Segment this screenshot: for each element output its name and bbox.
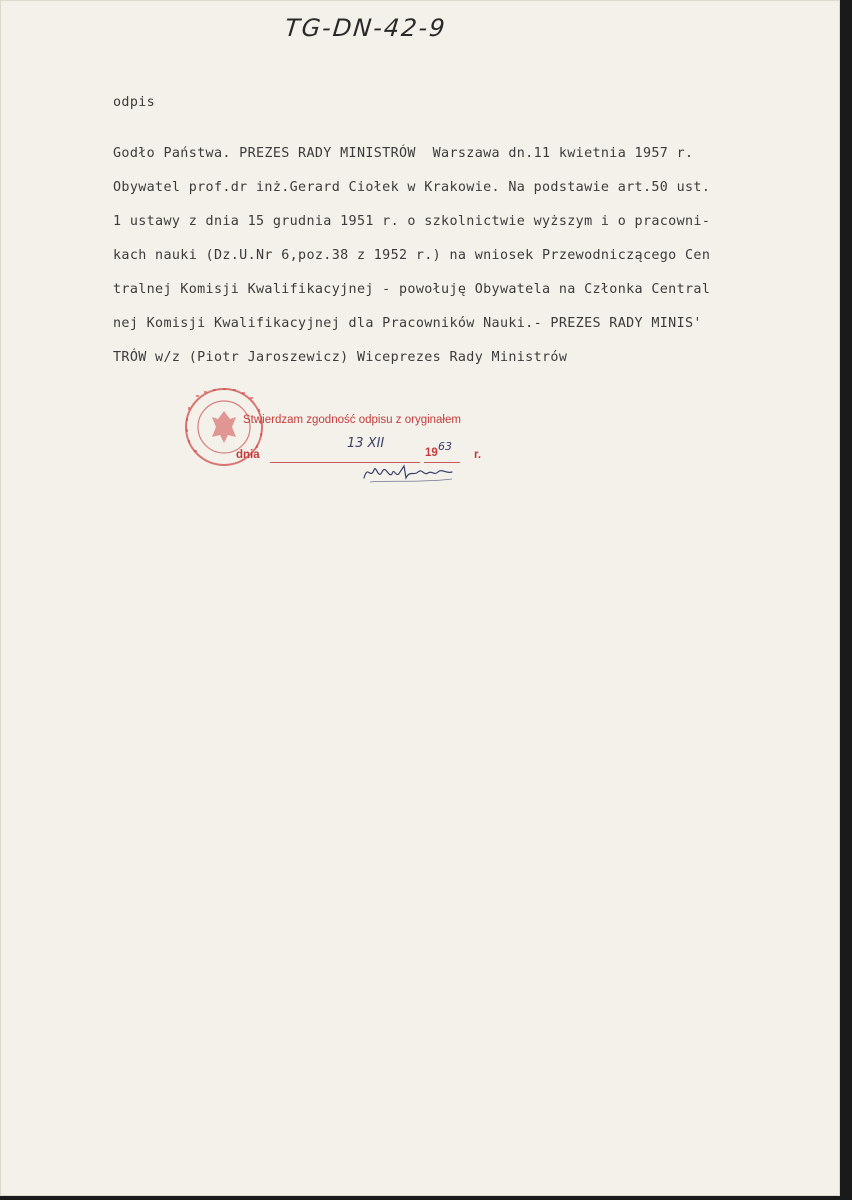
body-line: TRÓW w/z (Piotr Jaroszewicz) Wiceprezes Rady Ministrów: [113, 350, 568, 365]
handwritten-year: 63: [438, 440, 452, 453]
body-line: 1 ustawy z dnia 15 grudnia 1951 r. o szkolnictwie wyższym i o pracowni-: [113, 214, 711, 229]
body-line: kach nauki (Dz.U.Nr 6,poz.38 z 1952 r.) na wniosek Przewodniczącego Cen: [113, 248, 711, 263]
reference-number: TG-DN-42-9: [283, 14, 448, 42]
body-line: Obywatel prof.dr inż.Gerard Ciołek w Krakowie. Na podstawie art.50 ust.: [113, 180, 711, 195]
body-line: nej Komisji Kwalifikacyjnej dla Pracowników Nauki.- PREZES RADY MINIS': [113, 316, 702, 331]
stamp-date-prefix: dnia: [236, 449, 260, 461]
handwritten-date: 13 XII: [347, 436, 385, 451]
handwritten-signature: [360, 458, 460, 486]
scan-edge-bottom: [0, 1196, 852, 1200]
body-line: tralnej Komisji Kwalifikacyjnej - powołuję Obywatela na Członka Central: [113, 282, 711, 297]
scan-edge-right: [840, 0, 852, 1200]
stamp-date-suffix: r.: [474, 449, 482, 461]
body-line: Godło Państwa. PREZES RADY MINISTRÓW Warszawa dn.11 kwietnia 1957 r.: [113, 146, 694, 161]
certification-stamp: Stwierdzam zgodność odpisu z oryginałem: [243, 414, 461, 426]
stamp-year-prefix: 19: [425, 447, 438, 459]
document-heading: odpis: [113, 95, 156, 110]
